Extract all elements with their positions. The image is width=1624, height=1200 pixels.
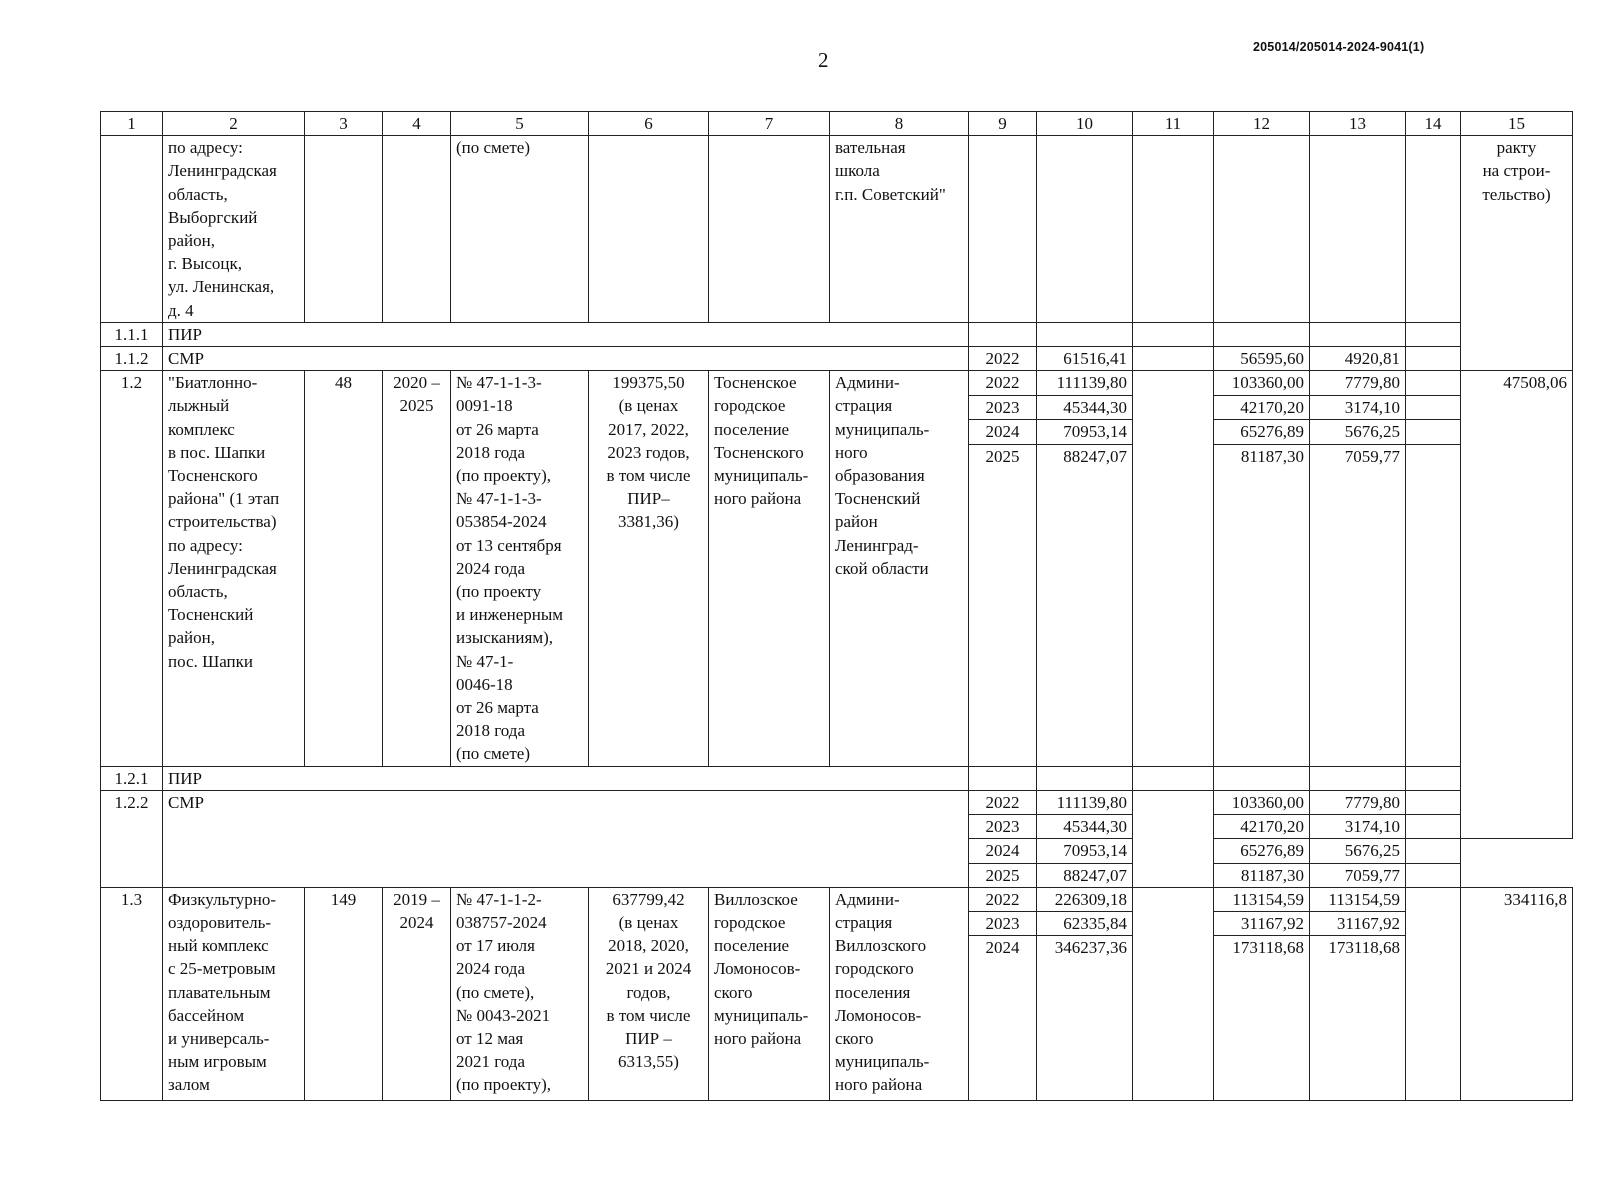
local-budget: 7779,80 <box>1310 790 1406 814</box>
table-row <box>101 887 1573 911</box>
total-amount: 111139,80 <box>1037 790 1133 814</box>
column-number: 14 <box>1406 112 1461 136</box>
column-number: 13 <box>1310 112 1406 136</box>
year: 2022 <box>969 347 1037 371</box>
table-row <box>101 371 1573 396</box>
total-amount: 88247,07 <box>1037 863 1133 887</box>
regional-budget: 103360,00 <box>1214 371 1310 396</box>
column-number: 4 <box>383 112 451 136</box>
table-row <box>101 347 1573 371</box>
capacity: 149 <box>305 887 383 1100</box>
column-number: 8 <box>830 112 969 136</box>
year: 2025 <box>969 863 1037 887</box>
local-budget: 7779,80 <box>1310 371 1406 396</box>
stage-label: ПИР <box>163 766 969 790</box>
column-number: 1 <box>101 112 163 136</box>
remaining-cost: 47508,06 <box>1461 371 1573 839</box>
total-amount: 45344,30 <box>1037 395 1133 420</box>
approval-docs: № 47-1-1-3- 0091-18 от 26 марта 2018 года (по проекту), № 47-1-1-3- 053854-2024 от 13 сентября 2024 года (по проекту и инженерным изысканиям), № 47-1- 0046-18 от 26 марта 2018 года (по смете) <box>451 371 589 766</box>
column-number-row <box>101 112 1573 136</box>
customer: Админи- страция муниципаль- ного образования Тосненский район Ленинград- ской области <box>830 371 969 766</box>
construction-period: 2019 – 2024 <box>383 887 451 1100</box>
table-row <box>101 766 1573 790</box>
year: 2024 <box>969 936 1037 1101</box>
regional-budget: 103360,00 <box>1214 790 1310 814</box>
local-budget: 4920,81 <box>1310 347 1406 371</box>
document-id: 205014/205014-2024-9041(1) <box>1253 40 1425 54</box>
regional-budget: 56595,60 <box>1214 347 1310 371</box>
local-budget: 7059,77 <box>1310 863 1406 887</box>
program-table <box>100 111 1573 1101</box>
regional-budget: 173118,68 <box>1214 936 1310 1101</box>
row-number: 1.1.2 <box>101 347 163 371</box>
column-number: 15 <box>1461 112 1573 136</box>
estimated-cost: 637799,42 (в ценах 2018, 2020, 2021 и 2024 годов, в том числе ПИР – 6313,55) <box>589 887 709 1100</box>
total-amount: 62335,84 <box>1037 911 1133 935</box>
local-budget: 173118,68 <box>1310 936 1406 1101</box>
table-row <box>101 790 1573 814</box>
regional-budget: 31167,92 <box>1214 911 1310 935</box>
year: 2022 <box>969 371 1037 396</box>
stage-label: СМР <box>163 790 969 887</box>
regional-budget: 65276,89 <box>1214 420 1310 445</box>
total-amount: 226309,18 <box>1037 887 1133 911</box>
column-number: 10 <box>1037 112 1133 136</box>
local-budget: 7059,77 <box>1310 444 1406 766</box>
approval-docs: № 47-1-1-2- 038757-2024 от 17 июля 2024 года (по смете), № 0043-2021 от 12 мая 2021 года (по проекту), <box>451 887 589 1100</box>
column-number: 12 <box>1214 112 1310 136</box>
estimated-cost: 199375,50 (в ценах 2017, 2022, 2023 годов, в том числе ПИР– 3381,36) <box>589 371 709 766</box>
total-amount: 70953,14 <box>1037 420 1133 445</box>
regional-budget: 42170,20 <box>1214 395 1310 420</box>
regional-budget: 65276,89 <box>1214 839 1310 863</box>
total-amount: 111139,80 <box>1037 371 1133 396</box>
table-row <box>101 322 1573 346</box>
contract-note: ракту на строи- тельство) <box>1461 136 1573 371</box>
year: 2022 <box>969 887 1037 911</box>
total-amount: 346237,36 <box>1037 936 1133 1101</box>
year: 2024 <box>969 420 1037 445</box>
regional-budget: 42170,20 <box>1214 815 1310 839</box>
customer: Админи- страция Виллозского городского поселения Ломоносов- ского муниципаль- ного района <box>830 887 969 1100</box>
local-budget: 113154,59 <box>1310 887 1406 911</box>
local-budget: 3174,10 <box>1310 395 1406 420</box>
column-number: 6 <box>589 112 709 136</box>
column-number: 7 <box>709 112 830 136</box>
row-number: 1.1.1 <box>101 322 163 346</box>
local-budget: 5676,25 <box>1310 839 1406 863</box>
table-row <box>101 136 1573 323</box>
object-name: "Биатлонно- лыжный комплекс в пос. Шапки Тосненского района" (1 этап строительства) по адресу: Ленинградская область, Тосненский район, пос. Шапки <box>163 371 305 766</box>
year: 2023 <box>969 395 1037 420</box>
total-amount: 61516,41 <box>1037 347 1133 371</box>
page-number: 2 <box>818 48 829 72</box>
row-number: 1.2.1 <box>101 766 163 790</box>
object-name: Физкультурно- оздоровитель- ный комплекс с 25-метровым плавательным бассейном и универсаль- ным игровым залом <box>163 887 305 1100</box>
year: 2023 <box>969 911 1037 935</box>
row-number: 1.3 <box>101 887 163 1100</box>
regional-budget: 81187,30 <box>1214 863 1310 887</box>
total-amount: 88247,07 <box>1037 444 1133 766</box>
column-number: 2 <box>163 112 305 136</box>
stage-label: СМР <box>163 347 969 371</box>
regional-budget: 113154,59 <box>1214 887 1310 911</box>
column-number: 5 <box>451 112 589 136</box>
object-address: по адресу: Ленинградская область, Выборгский район, г. Высоцк, ул. Ленинская, д. 4 <box>163 136 305 323</box>
customer: вательная школа г.п. Советский" <box>830 136 969 323</box>
column-number: 3 <box>305 112 383 136</box>
column-number: 11 <box>1133 112 1214 136</box>
local-budget: 3174,10 <box>1310 815 1406 839</box>
row-number: 1.2.2 <box>101 790 163 887</box>
year: 2024 <box>969 839 1037 863</box>
regional-budget: 81187,30 <box>1214 444 1310 766</box>
year: 2023 <box>969 815 1037 839</box>
year: 2022 <box>969 790 1037 814</box>
total-amount: 70953,14 <box>1037 839 1133 863</box>
stage-label: ПИР <box>163 322 969 346</box>
municipality: Тосненское городское поселение Тосненского муниципаль- ного района <box>709 371 830 766</box>
column-number: 9 <box>969 112 1037 136</box>
local-budget: 5676,25 <box>1310 420 1406 445</box>
municipality: Виллозское городское поселение Ломоносов- ского муниципаль- ного района <box>709 887 830 1100</box>
year: 2025 <box>969 444 1037 766</box>
approval-docs: (по смете) <box>451 136 589 323</box>
construction-period: 2020 – 2025 <box>383 371 451 766</box>
total-amount: 45344,30 <box>1037 815 1133 839</box>
capacity: 48 <box>305 371 383 766</box>
local-budget: 31167,92 <box>1310 911 1406 935</box>
row-number: 1.2 <box>101 371 163 766</box>
remaining-cost: 334116,8 <box>1461 887 1573 1100</box>
